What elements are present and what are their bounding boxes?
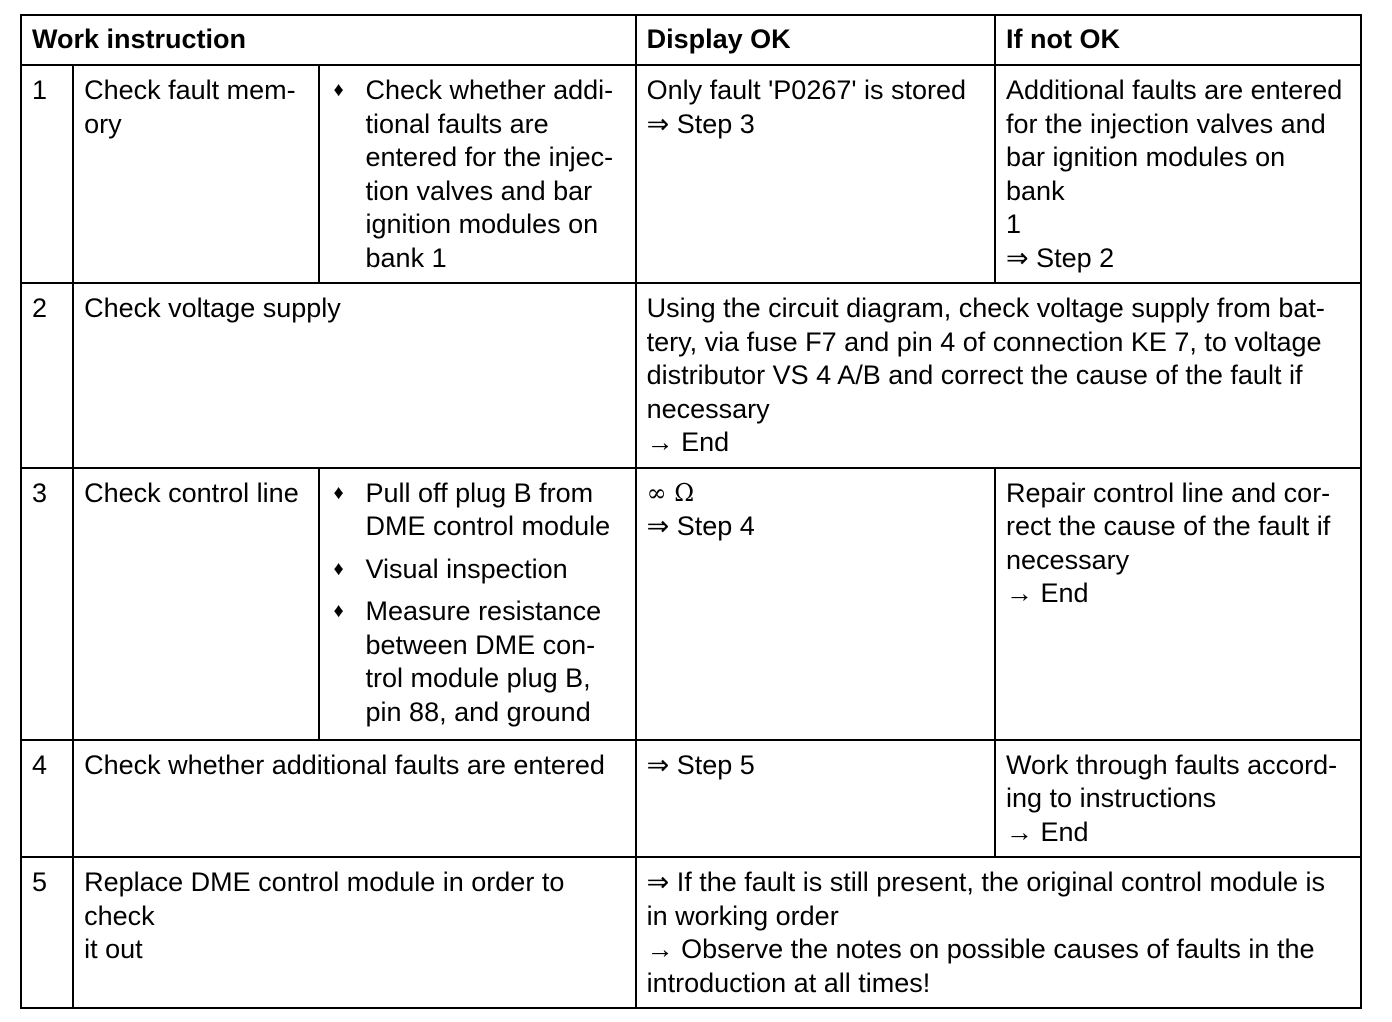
table-row xyxy=(21,283,1361,468)
step-title: Check voltage supply xyxy=(73,283,635,468)
header-display-ok: Display OK xyxy=(636,15,995,65)
action-item: ♦ Pull off plug B from DME control module xyxy=(328,477,625,544)
header-if-not-ok: If not OK xyxy=(995,15,1361,65)
step-number: 3 xyxy=(21,468,73,740)
step-title: Check whether additional faults are entered xyxy=(73,740,635,858)
bullet-diamond-icon: ♦ xyxy=(333,557,344,580)
action-item: ♦ Check whether addi- tional faults are entered for the injec- tion valves and bar ignition modules on bank 1 xyxy=(328,74,625,275)
table-row xyxy=(21,857,1361,1008)
action-item: ♦ Visual inspection xyxy=(328,553,625,587)
display-ok-cell: ⇒ Step 5 xyxy=(636,740,995,858)
step-title: Check fault mem- ory xyxy=(73,65,318,283)
if-not-ok-cell: Additional faults are entered for the injection valves and bar ignition modules on bank 1 ⇒ Step 2 xyxy=(995,65,1361,283)
header-row xyxy=(21,15,1361,65)
step-title: Check control line xyxy=(73,468,318,740)
table-row xyxy=(21,65,1361,283)
bullet-diamond-icon: ♦ xyxy=(333,600,344,622)
step-actions xyxy=(319,65,636,283)
table-row xyxy=(21,740,1361,858)
if-not-ok-cell: Work through faults accord- ing to instructions → End xyxy=(995,740,1361,858)
infinite-ohm-value: ∞ Ω xyxy=(646,478,695,507)
display-ok-cell: ⇒ If the fault is still present, the original control module is in working order → Observe the notes on possible causes of faults in the introduction at all times! xyxy=(636,857,1361,1008)
work-instruction-table xyxy=(20,14,1362,1009)
display-ok-cell: ∞ Ω ⇒ Step 4 xyxy=(636,468,995,740)
header-work-instruction: Work instruction xyxy=(21,15,636,65)
step-actions xyxy=(319,468,636,740)
step-number: 5 xyxy=(21,857,73,1008)
bullet-diamond-icon: ♦ xyxy=(333,79,344,101)
step-title: Replace DME control module in order to check it out xyxy=(73,857,635,1008)
bullet-diamond-icon: ♦ xyxy=(333,481,344,504)
display-ok-cell: Using the circuit diagram, check voltage supply from bat- tery, via fuse F7 and pin 4 of connection KE 7, to voltage distributor VS 4 A/B and correct the cause of the fault if necessary → End xyxy=(636,283,1361,468)
step-number: 2 xyxy=(21,283,73,468)
display-ok-cell: Only fault 'P0267' is stored ⇒ Step 3 xyxy=(636,65,995,283)
step-number: 4 xyxy=(21,740,73,858)
step-number: 1 xyxy=(21,65,73,283)
table-row xyxy=(21,468,1361,740)
if-not-ok-cell: Repair control line and cor- rect the cause of the fault if necessary → End xyxy=(995,468,1361,740)
action-item: ♦ Measure resistance between DME con- trol module plug B, pin 88, and ground xyxy=(328,595,625,729)
